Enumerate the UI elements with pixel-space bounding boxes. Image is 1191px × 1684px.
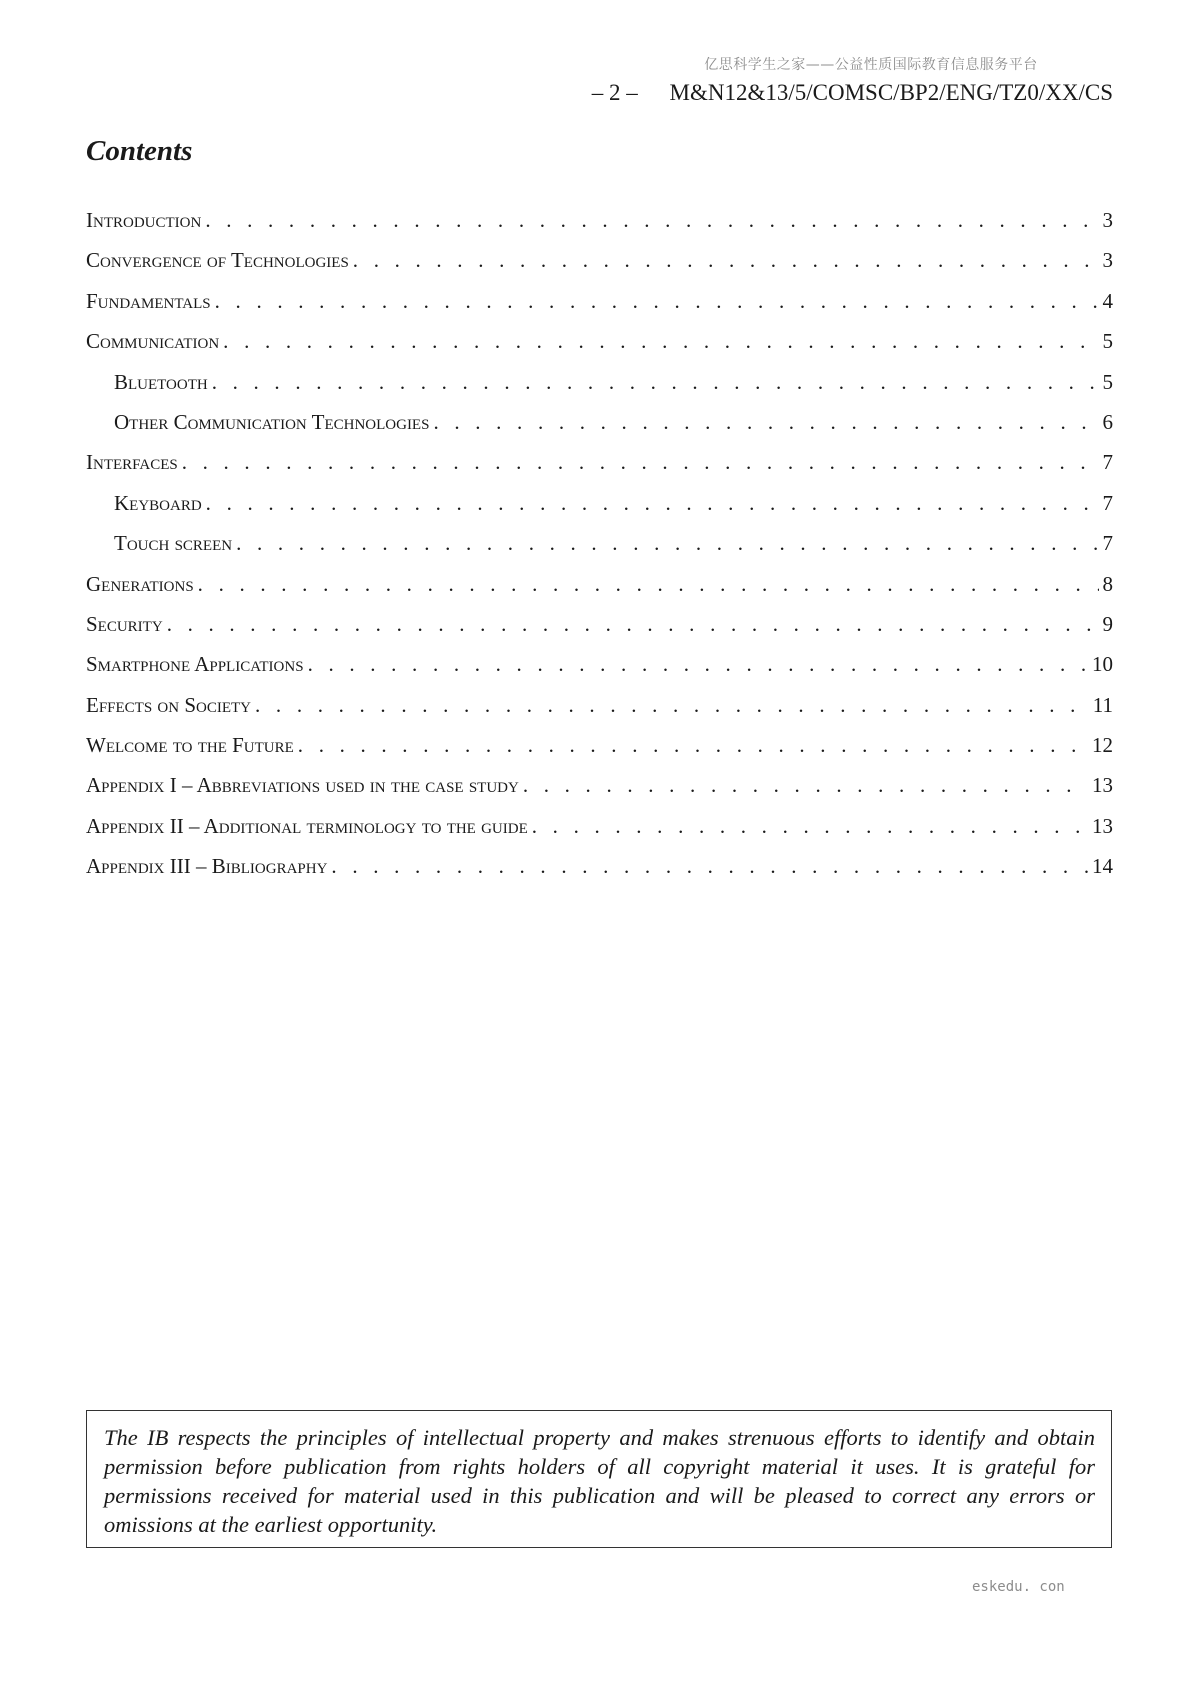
toc-leader-dots xyxy=(212,370,1099,395)
toc-leader-dots xyxy=(236,531,1098,556)
toc-item-keyboard[interactable] xyxy=(86,491,1113,531)
toc-label: Introduction xyxy=(86,208,202,232)
toc-item-communication[interactable] xyxy=(86,329,1113,369)
toc-leader-dots xyxy=(167,612,1099,637)
toc-page: 9 xyxy=(1102,611,1113,636)
toc-leader-dots xyxy=(523,773,1088,798)
toc-label: Effects on Society xyxy=(86,692,252,717)
toc-item-convergence[interactable] xyxy=(86,248,1113,288)
toc-label: Fundamentals xyxy=(86,288,211,313)
toc-item-effects-on-society[interactable] xyxy=(86,693,1113,733)
toc-page: 8 xyxy=(1102,571,1113,596)
copyright-notice-text: The IB respects the principles of intellectual property and makes strenuous efforts to identify and obtain permission before publication from rights holders of all copyright material it uses. It is grateful for permissions received for material used in this publication and will be pleased to correct any errors or omissions at the earliest opportunity. xyxy=(104,1425,1095,1537)
toc-leader-dots xyxy=(215,289,1099,314)
toc-item-appendix-3[interactable] xyxy=(86,854,1113,894)
toc-page: 12 xyxy=(1092,733,1113,758)
watermark-bottom: eskedu. con xyxy=(972,1579,1065,1595)
toc-label: Convergence of Technologies xyxy=(86,248,349,273)
toc-label: Bluetooth xyxy=(114,369,208,394)
toc-leader-dots xyxy=(182,450,1099,475)
toc-item-interfaces[interactable] xyxy=(86,450,1113,490)
toc-item-welcome-to-the-future[interactable] xyxy=(86,733,1113,773)
toc-label: Communication xyxy=(86,329,220,354)
toc-label: Generations xyxy=(86,571,194,596)
toc-label: Touch screen xyxy=(114,531,233,556)
toc-label: Appendix I – Abbreviations used in the case study xyxy=(86,773,519,798)
document-code: M&N12&13/5/COMSC/BP2/ENG/TZ0/XX/CS xyxy=(669,80,1113,105)
toc-item-generations[interactable] xyxy=(86,572,1113,612)
toc-label: Keyboard xyxy=(114,490,202,515)
toc-page: 6 xyxy=(1102,409,1113,434)
toc-leader-dots xyxy=(205,208,1098,233)
toc-leader-dots xyxy=(532,814,1088,839)
table-of-contents xyxy=(86,208,1113,895)
toc-label: Security xyxy=(86,611,163,636)
page-number: – 2 – xyxy=(591,80,638,105)
toc-page: 10 xyxy=(1092,652,1113,677)
toc-label: Appendix II – Additional terminology to the guide xyxy=(86,813,528,838)
toc-page: 13 xyxy=(1092,773,1113,798)
toc-item-introduction[interactable] xyxy=(86,208,1113,248)
toc-leader-dots xyxy=(331,854,1088,879)
toc-leader-dots xyxy=(198,572,1099,597)
toc-leader-dots xyxy=(433,410,1098,435)
toc-page: 7 xyxy=(1102,490,1113,515)
toc-page: 4 xyxy=(1102,288,1113,313)
toc-item-appendix-2[interactable] xyxy=(86,814,1113,854)
toc-item-fundamentals[interactable] xyxy=(86,289,1113,329)
toc-page: 7 xyxy=(1102,450,1113,475)
toc-leader-dots xyxy=(223,329,1098,354)
toc-page: 13 xyxy=(1092,813,1113,838)
toc-leader-dots xyxy=(353,248,1099,273)
toc-page: 14 xyxy=(1092,854,1113,879)
toc-page: 5 xyxy=(1102,329,1113,354)
page-header xyxy=(592,80,1113,106)
toc-page: 3 xyxy=(1102,208,1113,232)
toc-label: Interfaces xyxy=(86,450,178,475)
toc-page: 7 xyxy=(1102,531,1113,556)
copyright-notice-box xyxy=(86,1410,1112,1548)
toc-leader-dots xyxy=(308,652,1088,677)
toc-item-smartphone-applications[interactable] xyxy=(86,652,1113,692)
toc-item-security[interactable] xyxy=(86,612,1113,652)
toc-leader-dots xyxy=(298,733,1088,758)
toc-item-other-communication[interactable] xyxy=(86,410,1113,450)
toc-label: Other Communication Technologies xyxy=(114,409,430,434)
toc-page: 5 xyxy=(1102,369,1113,394)
toc-page: 11 xyxy=(1092,692,1113,717)
toc-label: Welcome to the Future xyxy=(86,733,294,758)
toc-item-appendix-1[interactable] xyxy=(86,773,1113,813)
toc-page: 3 xyxy=(1102,248,1113,273)
toc-item-touch-screen[interactable] xyxy=(86,531,1113,571)
toc-label: Smartphone Applications xyxy=(86,652,304,677)
toc-leader-dots xyxy=(206,491,1099,516)
toc-label: Appendix III – Bibliography xyxy=(86,854,328,879)
toc-leader-dots xyxy=(255,693,1089,718)
toc-item-bluetooth[interactable] xyxy=(86,370,1113,410)
watermark-top: 亿思科学生之家——公益性质国际教育信息服务平台 xyxy=(704,57,1038,73)
contents-title: Contents xyxy=(86,135,193,167)
